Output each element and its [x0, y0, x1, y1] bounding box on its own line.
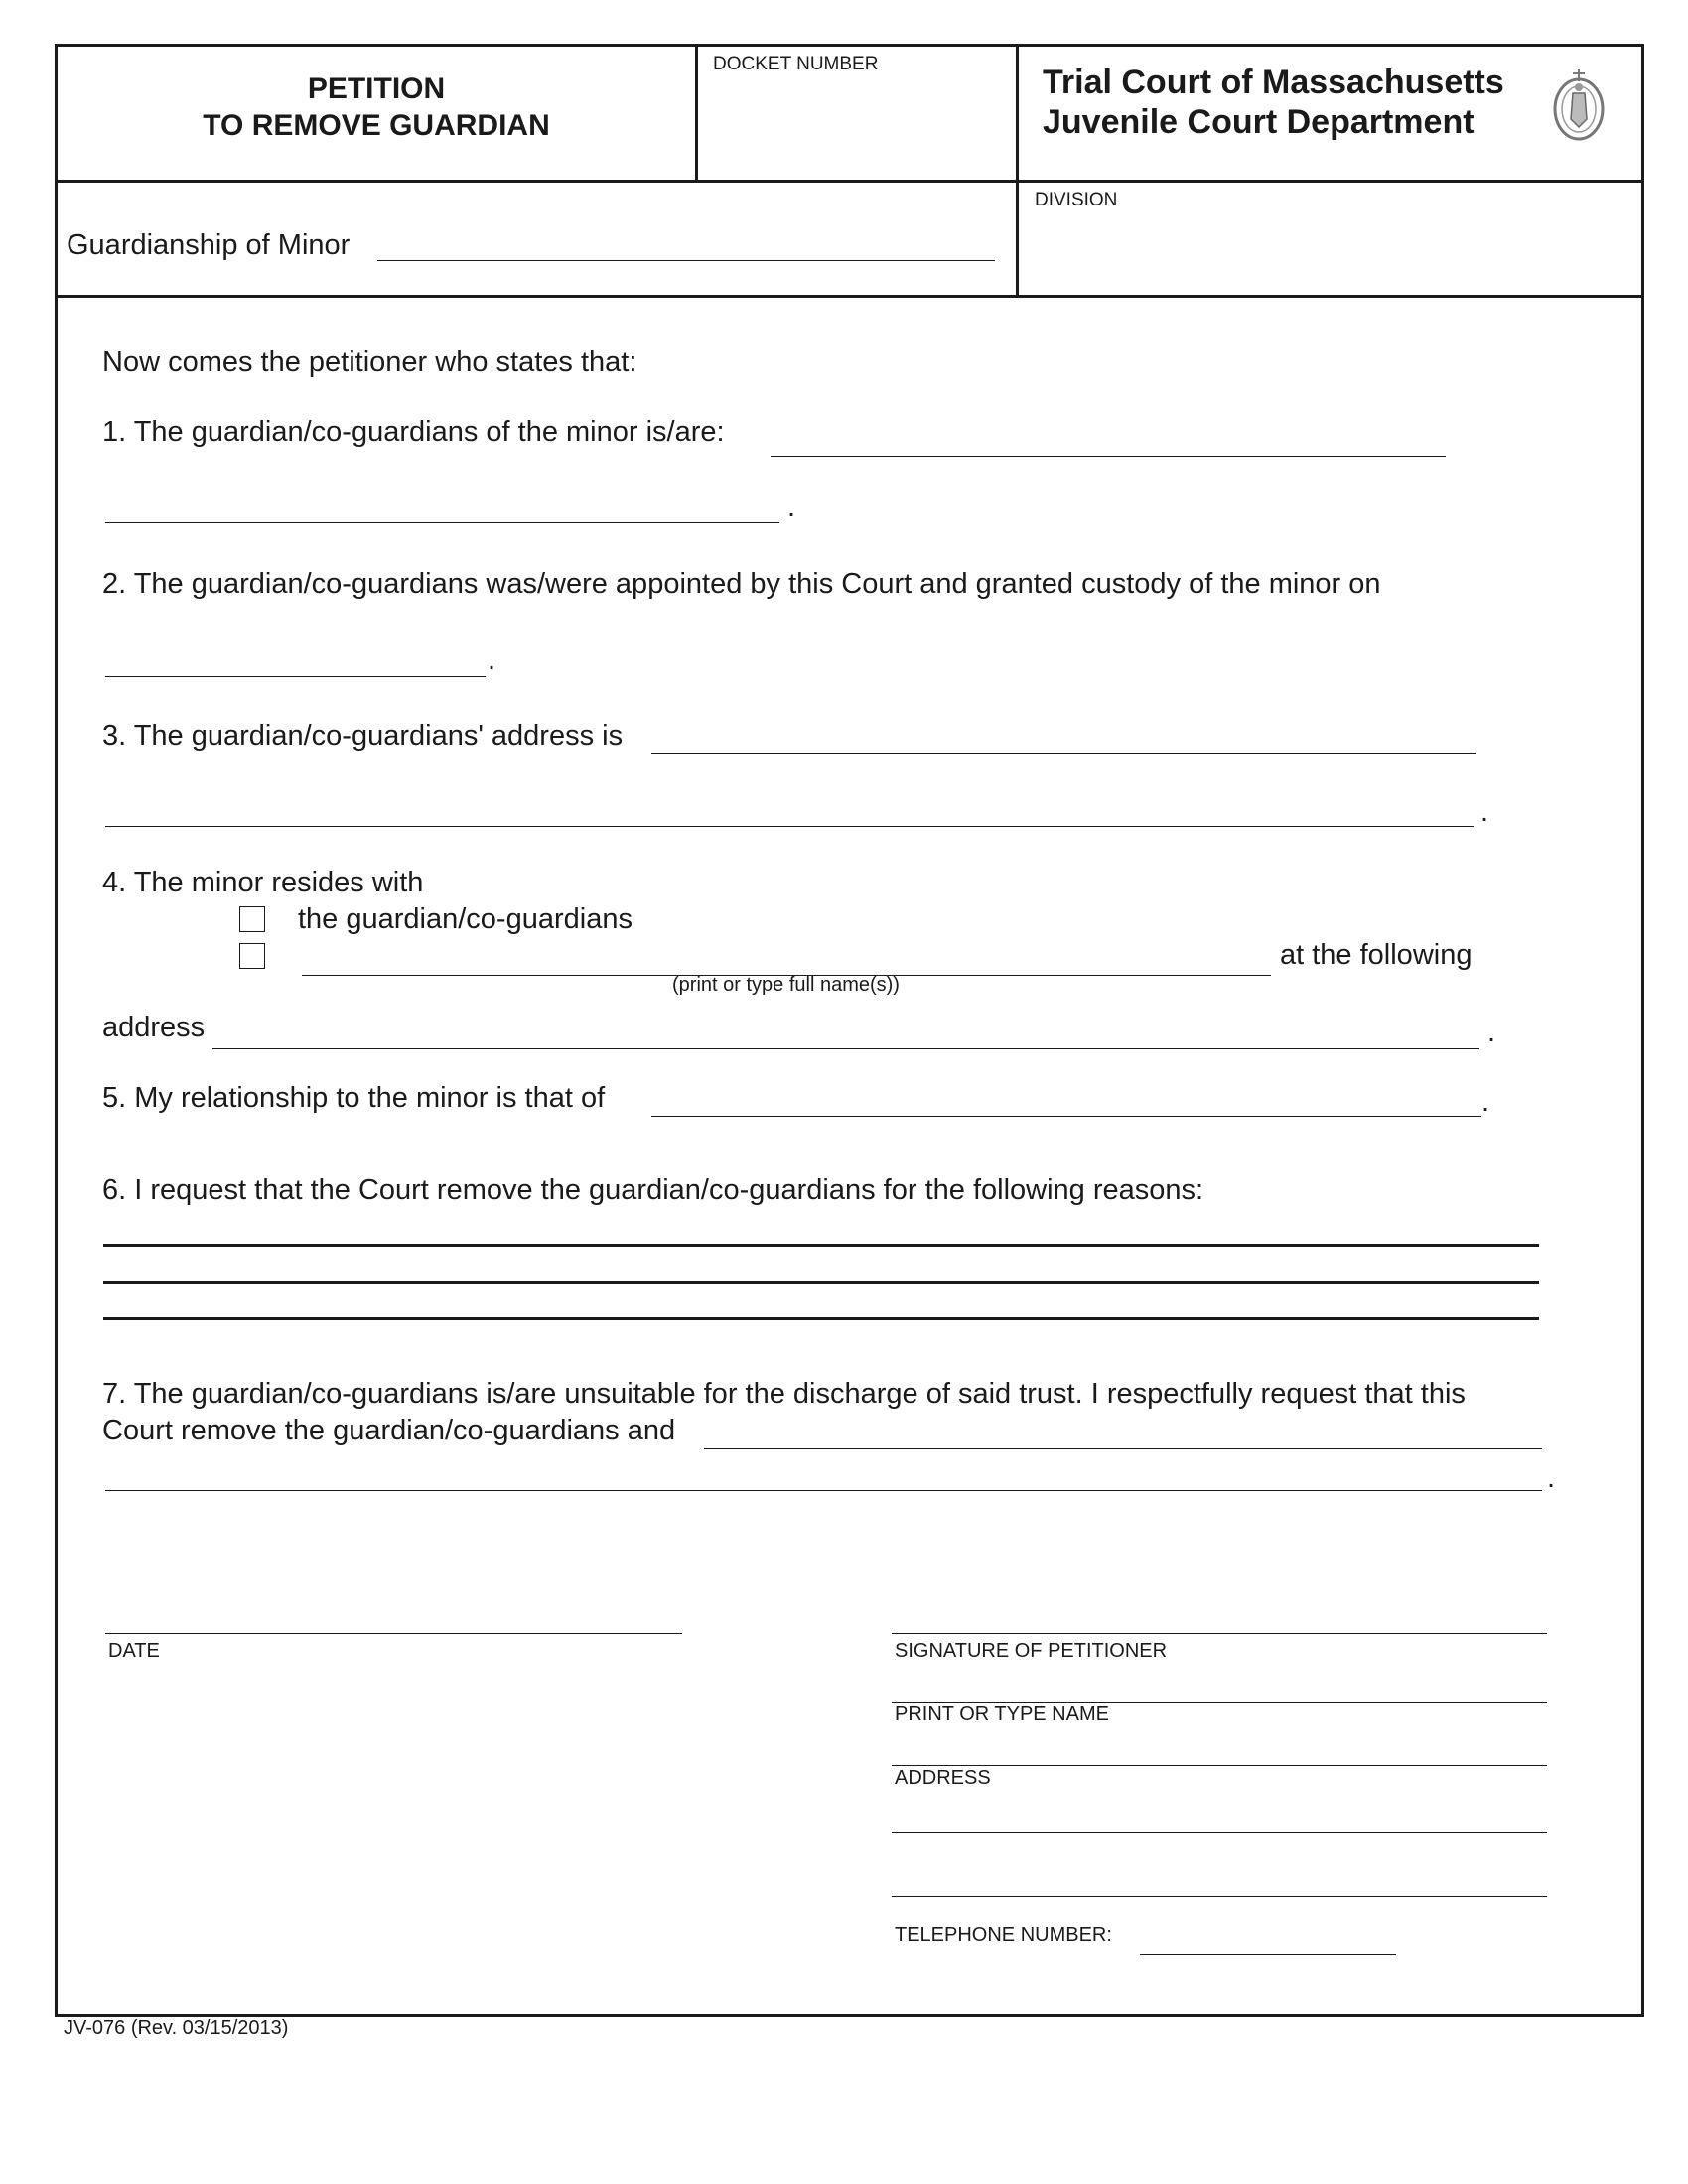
item2-text: 2. The guardian/co-guardians was/were appointed by this Court and granted custody of the minor on [102, 568, 1381, 600]
item1-text: 1. The guardian/co-guardians of the minor is/are: [102, 416, 725, 448]
item3-text: 3. The guardian/co-guardians' address is [102, 720, 624, 751]
signature-field[interactable] [892, 1633, 1547, 1634]
item7-period: . [1547, 1462, 1556, 1494]
guardianship-of-minor-label: Guardianship of Minor [67, 229, 351, 261]
telephone-label: TELEPHONE NUMBER: [895, 1924, 1112, 1946]
date-field[interactable] [105, 1633, 682, 1634]
minor-address-field[interactable] [212, 1048, 1479, 1049]
resides-with-other-checkbox[interactable] [239, 943, 265, 969]
petitioner-address-field[interactable] [892, 1765, 1547, 1766]
court-name [1043, 63, 1504, 142]
item1-period: . [787, 491, 796, 523]
requested-action-field-2[interactable] [105, 1490, 1542, 1491]
docket-number-field[interactable] [701, 79, 1013, 177]
telephone-field[interactable] [1140, 1954, 1396, 1955]
item5-period: . [1481, 1086, 1490, 1118]
relationship-field[interactable] [651, 1116, 1481, 1117]
reasons-field-line1[interactable] [103, 1244, 1539, 1247]
form-title-line2: TO REMOVE GUARDIAN [203, 109, 550, 142]
reasons-field-line3[interactable] [103, 1317, 1539, 1320]
resides-with-guardian-label: the guardian/co-guardians [298, 903, 633, 935]
resides-with-guardian-checkbox[interactable] [239, 906, 265, 932]
guardian-address-field-2[interactable] [105, 826, 1474, 827]
address-label: address [102, 1012, 206, 1043]
full-name-caption: (print or type full name(s)) [672, 974, 900, 996]
form-title [58, 70, 695, 144]
item3-period: . [1480, 796, 1489, 828]
requested-action-field[interactable] [704, 1448, 1542, 1449]
item6-text: 6. I request that the Court remove the guardian/co-guardians for the following reasons: [102, 1174, 1204, 1206]
reasons-field-line2[interactable] [103, 1281, 1539, 1284]
item7-text-line2: Court remove the guardian/co-guardians and [102, 1415, 676, 1446]
guardian-names-field-2[interactable] [105, 522, 779, 523]
date-label: DATE [108, 1640, 160, 1662]
form-frame [55, 44, 1644, 2017]
court-name-line1: Trial Court of Massachusetts [1043, 64, 1504, 101]
item2-period: . [488, 644, 496, 676]
item5-text: 5. My relationship to the minor is that of [102, 1082, 606, 1114]
appointment-date-field[interactable] [105, 676, 486, 677]
massachusetts-seal-icon [1549, 64, 1609, 143]
division-field[interactable] [1023, 214, 1638, 292]
court-name-line2: Juvenile Court Department [1043, 103, 1475, 141]
intro-text: Now comes the petitioner who states that: [102, 346, 637, 378]
form-title-line1: PETITION [307, 72, 446, 105]
signature-label: SIGNATURE OF PETITIONER [895, 1640, 1168, 1662]
printed-name-label: PRINT OR TYPE NAME [895, 1704, 1109, 1725]
division-label: DIVISION [1035, 190, 1118, 210]
title-docket-divider [695, 44, 698, 182]
petitioner-address-field-3[interactable] [892, 1896, 1547, 1897]
docket-court-divider [1016, 44, 1019, 297]
guardian-names-field[interactable] [771, 456, 1446, 457]
header-divider [55, 180, 1644, 183]
petitioner-address-field-2[interactable] [892, 1832, 1547, 1833]
guardian-address-field[interactable] [651, 753, 1476, 754]
form-id: JV-076 (Rev. 03/15/2013) [64, 2017, 289, 2039]
item7-text-line1: 7. The guardian/co-guardians is/are unsuitable for the discharge of said trust. I respectfully request that this [102, 1378, 1466, 1410]
item4-period: . [1487, 1017, 1496, 1048]
petitioner-address-label: ADDRESS [895, 1767, 991, 1789]
item4-text: 4. The minor resides with [102, 867, 424, 898]
printed-name-field[interactable] [892, 1702, 1547, 1703]
docket-number-label: DOCKET NUMBER [713, 54, 879, 74]
minor-name-field[interactable] [377, 260, 995, 261]
at-following-label: at the following [1280, 939, 1473, 971]
caption-divider [55, 295, 1644, 298]
